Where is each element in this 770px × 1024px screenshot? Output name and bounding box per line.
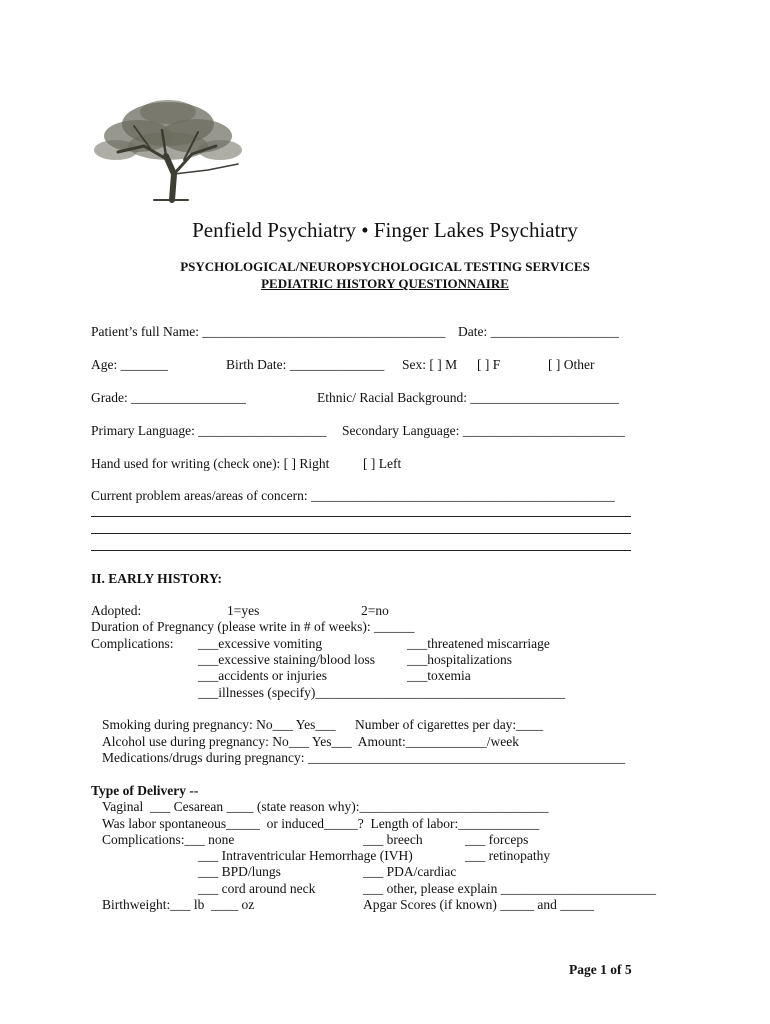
full-name-field[interactable]: Patient’s full Name: ____________________________________ <box>91 324 446 339</box>
concerns-field[interactable]: Current problem areas/areas of concern: _____________________________________________ <box>91 488 615 503</box>
complication-option[interactable]: ___toxemia <box>407 668 471 683</box>
cigarettes-field[interactable]: Number of cigarettes per day:____ <box>355 717 544 732</box>
delivery-complication-retinopathy[interactable]: ___ retinopathy <box>465 848 551 863</box>
page-number: Page 1 of 5 <box>569 962 632 977</box>
delivery-complication-other[interactable]: ___ other, please explain _______________________ <box>363 881 657 896</box>
hand-right-checkbox[interactable]: Hand used for writing (check one): [ ] Right <box>91 456 330 471</box>
complications-label: Complications: <box>91 636 174 651</box>
apgar-field[interactable]: Apgar Scores (if known) _____ and _____ <box>363 897 594 912</box>
adopted-no-option[interactable]: 2=no <box>361 603 389 618</box>
alcohol-field[interactable]: Alcohol use during pregnancy: No___ Yes___ Amount:____________/week <box>102 734 519 749</box>
tree-logo-icon <box>88 96 248 204</box>
complication-option[interactable]: ___threatened miscarriage <box>407 636 550 651</box>
delivery-type-field[interactable]: Vaginal ___ Cesarean ____ (state reason why):____________________________ <box>102 799 549 814</box>
pregnancy-duration-field[interactable]: Duration of Pregnancy (please write in # of weeks): ______ <box>91 619 415 634</box>
birth-date-field[interactable]: Birth Date: ______________ <box>226 357 385 372</box>
delivery-complication-ivh[interactable]: ___ Intraventricular Hemorrhage (IVH) <box>198 848 413 863</box>
delivery-complication-forceps[interactable]: ___ forceps <box>465 832 529 847</box>
hand-left-checkbox[interactable]: [ ] Left <box>363 456 402 471</box>
complication-option[interactable]: ___excessive vomiting <box>198 636 323 651</box>
services-title: PSYCHOLOGICAL/NEUROPSYCHOLOGICAL TESTING SERVICES <box>180 259 590 274</box>
smoking-field[interactable]: Smoking during pregnancy: No___ Yes___ <box>102 717 336 732</box>
complication-option[interactable]: ___excessive staining/blood loss <box>198 652 375 667</box>
concerns-line[interactable] <box>91 533 631 534</box>
adopted-label: Adopted: <box>91 603 142 618</box>
age-field[interactable]: Age: _______ <box>91 357 168 372</box>
secondary-language-field[interactable]: Secondary Language: ________________________ <box>342 423 625 438</box>
delivery-complication-pda[interactable]: ___ PDA/cardiac <box>363 864 457 879</box>
delivery-complication-cord[interactable]: ___ cord around neck <box>198 881 316 896</box>
org-name: Penfield Psychiatry • Finger Lakes Psychiatry <box>192 218 578 242</box>
date-field[interactable]: Date: ___________________ <box>458 324 619 339</box>
complication-option[interactable]: ___illnesses (specify)_____________________________________ <box>198 685 566 700</box>
delivery-complication-breech[interactable]: ___ breech <box>363 832 423 847</box>
labor-field[interactable]: Was labor spontaneous_____ or induced_____? Length of labor:____________ <box>102 816 540 831</box>
early-history-title: II. EARLY HISTORY: <box>91 571 222 586</box>
adopted-yes-option[interactable]: 1=yes <box>227 603 260 618</box>
concerns-line[interactable] <box>91 550 631 551</box>
concerns-line[interactable] <box>91 516 631 517</box>
grade-field[interactable]: Grade: _________________ <box>91 390 246 405</box>
sex-other-checkbox[interactable]: [ ] Other <box>548 357 595 372</box>
ethnic-field[interactable]: Ethnic/ Racial Background: ______________________ <box>317 390 619 405</box>
sex-m-checkbox[interactable]: Sex: [ ] M <box>402 357 458 372</box>
birthweight-field[interactable]: Birthweight:___ lb ____ oz <box>102 897 255 912</box>
sex-f-checkbox[interactable]: [ ] F <box>477 357 501 372</box>
complication-option[interactable]: ___accidents or injuries <box>198 668 327 683</box>
form-title: PEDIATRIC HISTORY QUESTIONNAIRE <box>261 276 509 291</box>
delivery-title: Type of Delivery -- <box>91 783 199 798</box>
delivery-complication-bpd[interactable]: ___ BPD/lungs <box>198 864 281 879</box>
complication-option[interactable]: ___hospitalizations <box>407 652 512 667</box>
delivery-complication-none[interactable]: Complications:___ none <box>102 832 235 847</box>
primary-language-field[interactable]: Primary Language: ___________________ <box>91 423 327 438</box>
medications-field[interactable]: Medications/drugs during pregnancy: _______________________________________________ <box>102 750 626 765</box>
